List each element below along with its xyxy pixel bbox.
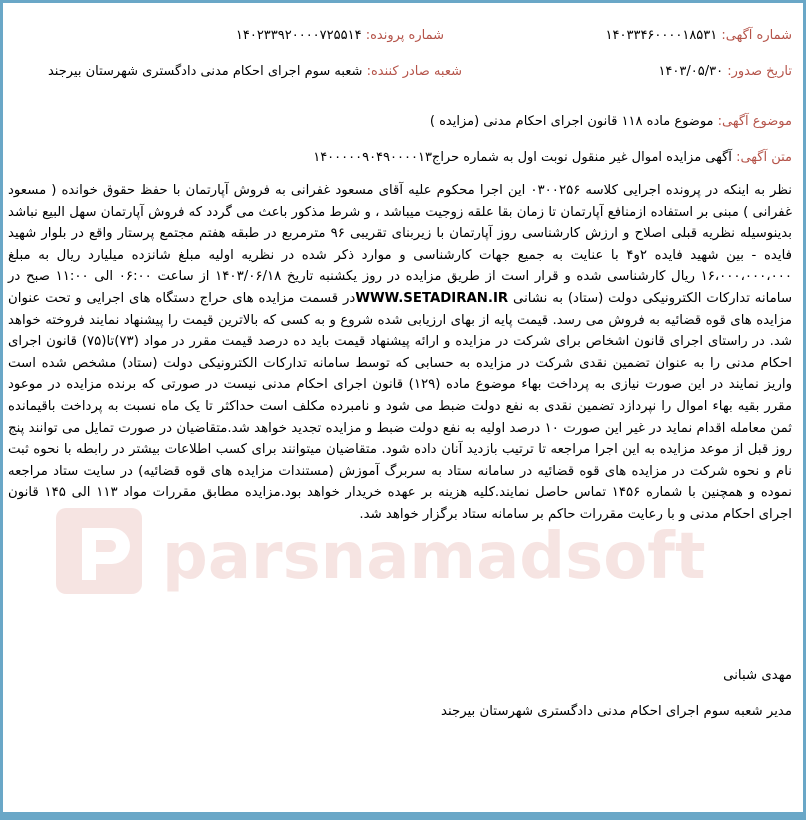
file-number: ۱۴۰۲۳۳۹۲۰۰۰۰۷۲۵۵۱۴: [235, 28, 362, 43]
announcement-body: [8, 180, 792, 526]
issue-date-row: [658, 64, 792, 79]
signer-title: مدیر شعبه سوم اجرای احکام مدنی دادگستری شهرستان بیرجند: [441, 704, 792, 719]
signer-name: مهدی شبانی: [723, 668, 792, 683]
issuer: شعبه سوم اجرای احکام مدنی دادگستری شهرستان بیرجند: [47, 64, 363, 79]
body-paragraph-2: در قسمت مزایده های حراج دستگاه های اجرایی و تحت عنوان مزایده های قوه قضائیه به فروش می رسد. قیمت پایه از بهای ارزیابی شده شروع و به کسی که بالاترین قیمت را پیشنهاد نمایند فروخته خواهد شد. در راستای اجرای قانون اشخاص برای شرکت در مزایده و ارائه پیشنهاد قیمت باید ده درصد قیمت مقرر در مواد (۷۳)تا(۷۵) قانون اجرای احکام مدنی را به عنوان تضمین نقدی شرکت در مزایده به حسابی که توسط سامانه تدارکات الکترونیکی دولت (ستاد) مشخص شده است واریز نمایند در این صورت نیازی به پرداخت بهاء موضوع ماده (۱۲۹) قانون اجرای احکام مدنی نیست در صورتی که برنده مزایده در موعود مقرر بقیه بهاء اموال را نپردازد تضمین نقدی به نفع دولت ضبط می شود و نامبرده مکلف است حداکثر تا یک ماه نسبت به پرداخت باقیمانده ثمن معامله اقدام نماید در غیر این صورت ۱۰ درصد اولیه به نفع دولت ضبط و مزایده تجدید خواهد شد.متقاضیان در صورت تمایل می توانند پنج روز قبل از موعد مزایده به این اجرا مراجعه تا ترتیب بازدید آنان داده شود. متقاضیان میتوانند برای کسب اطلاعات بیشتر در رابطه با نحوه ثبت نام و نحوه شرکت در مزایده های قوه قضائیه در سامانه ستاد به سربرگ آموزش (مستندات مزایده های قوه قضائیه) در سایت ستاد مراجعه نموده و همچنین با شماره ۱۴۵۶ تماس حاصل نمایند.کلیه هزینه بر عهده خریدار خواهد بود.مزایده مطابق مقررات مواد ۱۱۳ الی ۱۴۵ قانون اجرای احکام مدنی و با رعایت مقررات حاکم بر سامانه ستاد برگزار خواهد شد.: [8, 290, 793, 522]
setadiran-link[interactable]: WWW.SETADIRAN.IR: [355, 290, 509, 306]
ad-number: ۱۴۰۳۳۴۶۰۰۰۰۱۸۵۳۱: [605, 28, 718, 43]
subject: موضوع ماده ۱۱۸ قانون اجرای احکام مدنی (مزایده ): [429, 114, 714, 129]
body-paragraph-1: نظر به اینکه در پرونده اجرایی کلاسه ۰۳۰۰۲۵۶ این اجرا محکوم علیه آقای مسعود غفرانی به فروش آپارتمان با حفظ حقوق خوانده ( مسعود غفرانی ) مبنی بر استفاده ازمنافع آپارتمان تا زمان بقا علقه زوجیت میباشد ، و شرط مذکور باعث می گردد که فروش آپارتمان سهل البیع نباشد بدینوسیله نظریه قبلی اصلاح و ارزش کارشناسی روز آپارتمان با زیربنای تقریبی ۹۶ مترمربع در طبقه هفتم مجتمع پرستار واقع در بلوار شهید فایده - بین شهید فایده ۲و۴ با عنایت به جمیع جهات کارشناسی و موارد ذکر شده در نظریه اولیه مبلغ شانزده میلیارد ریال به مبلغ ۱۶،۰۰۰،۰۰۰،۰۰۰ ریال کارشناسی شده و قرار است از طریق مزایده در روز یکشنبه تاریخ ۱۴۰۳/۰۶/۱۸ از ساعت ۰۶:۰۰ الی ۱۱:۰۰ صبح در سامانه تدارکات الکترونیکی دولت (ستاد) به نشانی: [8, 183, 793, 306]
subject-label: موضوع آگهی:: [717, 114, 792, 129]
issue-date-label: تاریخ صدور:: [727, 64, 792, 79]
file-number-row: [236, 28, 444, 43]
subject-row: [430, 114, 792, 129]
ad-number-label: شماره آگهی:: [721, 28, 792, 43]
text-label: متن آگهی:: [736, 150, 792, 165]
text-title-row: [313, 150, 792, 165]
issuer-label: شعبه صادر کننده:: [366, 64, 462, 79]
watermark-text: parsnamadsoft: [162, 520, 706, 594]
ad-number-row: [606, 28, 792, 43]
text-title: آگهی مزایده اموال غیر منقول نوبت اول به شماره حراج۱۴۰۰۰۰۰۹۰۴۹۰۰۰۰۱۳: [313, 150, 732, 165]
issue-date: ۱۴۰۳/۰۵/۳۰: [658, 64, 724, 79]
file-number-label: شماره پرونده:: [365, 28, 444, 43]
bottom-border: [0, 812, 806, 820]
issuer-row: [48, 64, 462, 79]
